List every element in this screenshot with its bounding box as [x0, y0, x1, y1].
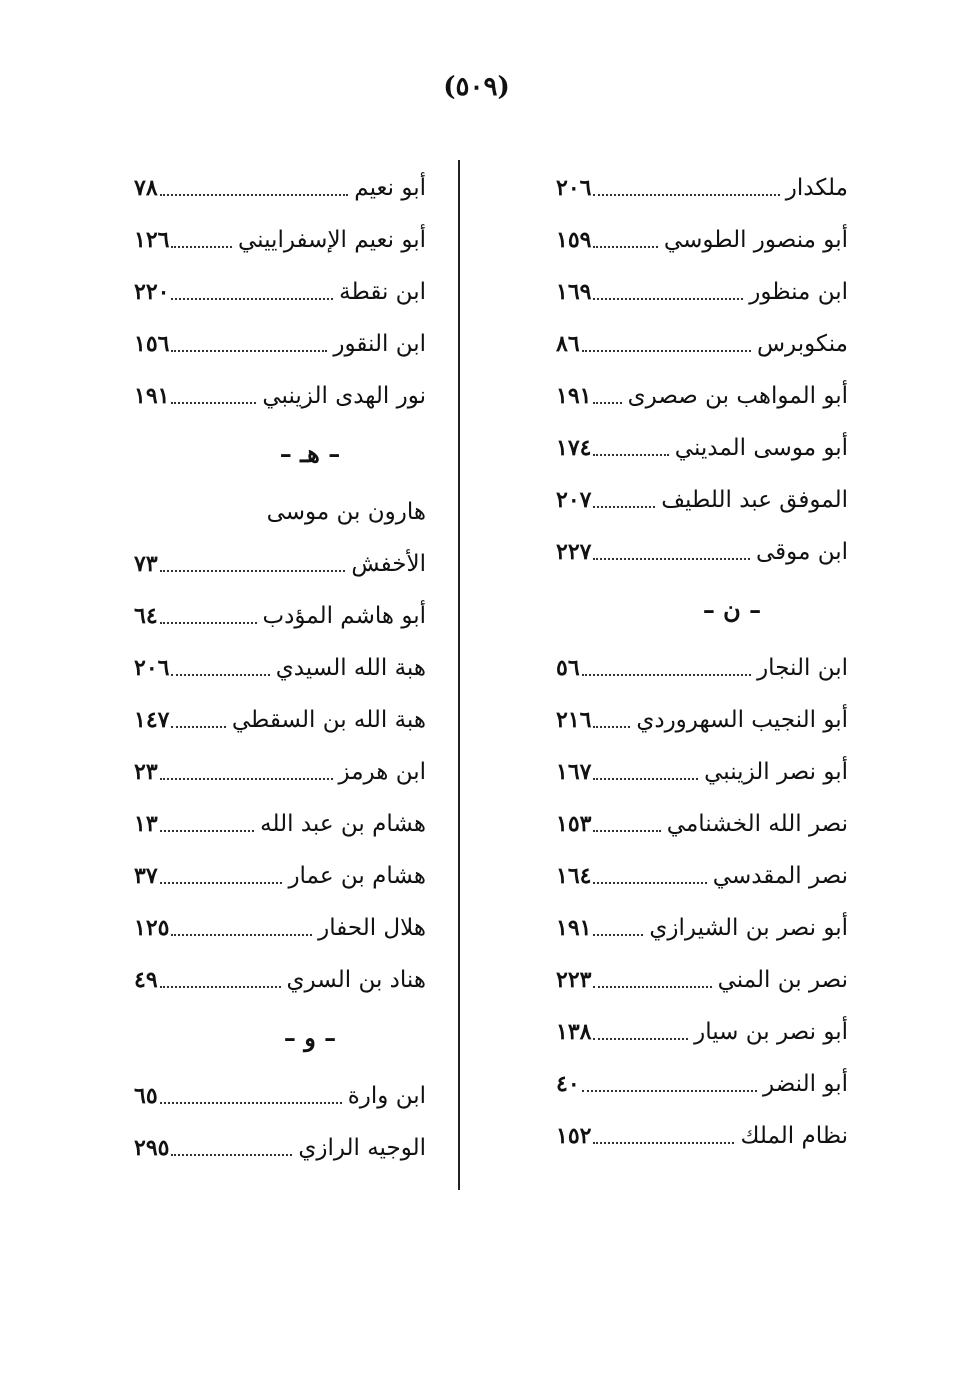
dot-leader: [160, 622, 257, 624]
index-entry: [134, 162, 426, 214]
entry-page-number: ١٩١: [134, 383, 170, 409]
entry-page-number: ٧٣: [134, 551, 158, 577]
index-entry: [556, 746, 848, 798]
entry-name: هلال الحفار: [318, 915, 426, 941]
dot-leader: [171, 402, 256, 404]
entry-name: أبو نعيم: [354, 175, 426, 201]
dot-leader: [593, 726, 630, 728]
dot-leader: [582, 674, 751, 676]
index-entry: [556, 526, 848, 578]
entry-name: هبة الله بن السقطي: [231, 707, 426, 733]
dot-leader: [593, 506, 655, 508]
dot-leader: [593, 194, 779, 196]
entry-page-number: ١٥٦: [134, 331, 170, 357]
entry-page-number: ١٢٦: [134, 227, 170, 253]
dot-leader: [593, 882, 706, 884]
entry-name: ملكدار: [785, 175, 848, 201]
entry-page-number: ١٣٨: [556, 1019, 592, 1045]
entry-page-number: ٤٩: [134, 967, 158, 993]
entry-page-number: ٢٠٦: [556, 175, 592, 201]
dot-leader: [593, 454, 668, 456]
index-entry: [134, 850, 426, 902]
entry-name: منكوبرس: [756, 331, 848, 357]
right-entries-b: [556, 642, 848, 1162]
entry-page-number: ٦٥: [134, 1083, 158, 1109]
entry-page-number: ٢١٦: [556, 707, 592, 733]
entry-page-number: ٥٦: [556, 655, 580, 681]
column-divider: [458, 160, 460, 1190]
dot-leader: [593, 986, 711, 988]
page-number: (٥٠٩): [443, 72, 510, 102]
index-entry: [134, 266, 426, 318]
index-entry: [556, 1058, 848, 1110]
entry-page-number: ٣٧: [134, 863, 158, 889]
section-heading-waw: – و –: [283, 1023, 337, 1052]
entry-name: هشام بن عبد الله: [260, 811, 426, 837]
dot-leader: [593, 830, 660, 832]
entry-name: هشام بن عمار: [288, 863, 426, 889]
index-entry: [134, 954, 426, 1006]
index-entry: [134, 902, 426, 954]
index-entry: [556, 954, 848, 1006]
entry-name: أبو النضر: [763, 1071, 848, 1097]
entry-name: هبة الله السيدي: [275, 655, 426, 681]
entry-name: ابن منظور: [749, 279, 848, 305]
dot-leader: [160, 194, 349, 196]
dot-leader: [593, 246, 657, 248]
entry-page-number: ٢٢٣: [556, 967, 592, 993]
index-entry: [556, 214, 848, 266]
index-entry: [134, 590, 426, 642]
entry-name: أبو نصر بن سيار: [694, 1019, 848, 1045]
left-entries-c: [134, 1070, 426, 1174]
dot-leader: [582, 350, 751, 352]
entry-name: ابن النقور: [333, 331, 426, 357]
entry-name: أبو نصر الزينبي: [704, 759, 848, 785]
entry-page-number: ١٩١: [556, 915, 592, 941]
index-entry: [134, 318, 426, 370]
entry-name: ابن نقطة: [339, 279, 426, 305]
dot-leader: [171, 934, 312, 936]
left-entries-a: [134, 162, 426, 422]
entry-name: نظام الملك: [740, 1123, 848, 1149]
right-column: [556, 162, 848, 1162]
dot-leader: [593, 298, 743, 300]
index-entry: [134, 1070, 426, 1122]
entry-page-number: ١٦٧: [556, 759, 592, 785]
index-entry: [556, 1110, 848, 1162]
dot-leader: [593, 778, 698, 780]
index-entry: [556, 318, 848, 370]
index-entry: [134, 746, 426, 798]
index-entry: [134, 538, 426, 590]
index-entry: [134, 642, 426, 694]
entry-name: الوجيه الرازي: [298, 1135, 426, 1161]
entry-page-number: ١٣: [134, 811, 158, 837]
index-entry: [556, 902, 848, 954]
entry-name: ابن موقى: [756, 539, 848, 565]
index-entry: [556, 850, 848, 902]
entry-page-number: ١٧٤: [556, 435, 592, 461]
entry-page-number: ١٩١: [556, 383, 592, 409]
entry-name: أبو نصر بن الشيرازي: [649, 915, 848, 941]
dot-leader: [160, 1102, 342, 1104]
index-entry: [556, 1006, 848, 1058]
entry-page-number: ٢٩٥: [134, 1135, 170, 1161]
dot-leader: [160, 830, 255, 832]
entry-page-number: ١٥٢: [556, 1123, 592, 1149]
entry-page-number: ٢٣: [134, 759, 158, 785]
index-entry: [134, 214, 426, 266]
dot-leader: [160, 882, 283, 884]
entry-name: هناد بن السري: [286, 967, 426, 993]
entry-name: أبو موسى المديني: [674, 435, 848, 461]
index-entry: [556, 266, 848, 318]
entry-name: ابن هرمز: [338, 759, 426, 785]
dot-leader: [171, 350, 327, 352]
index-entry: [556, 370, 848, 422]
index-entry: [556, 642, 848, 694]
entry-page-number: ٧٨: [134, 175, 158, 201]
entry-name: أبو منصور الطوسي: [663, 227, 848, 253]
dot-leader: [160, 570, 346, 572]
index-entry: [556, 162, 848, 214]
entry-name: أبو المواهب بن صصرى: [627, 383, 848, 409]
entry-page-number: ١٦٤: [556, 863, 592, 889]
entry-page-number: ١٤٧: [134, 707, 170, 733]
section-heading-nun: – ن –: [702, 595, 762, 624]
entry-page-number: ٨٦: [556, 331, 580, 357]
right-entries-a: [556, 162, 848, 578]
entry-page-number: ١٢٥: [134, 915, 170, 941]
entry-name: نصر بن المني: [717, 967, 848, 993]
dot-leader: [593, 1038, 688, 1040]
entry-name: نصر المقدسي: [712, 863, 848, 889]
index-entry: [556, 694, 848, 746]
section-heading-ha: – هـ –: [279, 439, 341, 468]
entry-name: أبو النجيب السهروردي: [636, 707, 848, 733]
left-column: [134, 162, 426, 1174]
entry-page-number: ١٥٩: [556, 227, 592, 253]
entry-page-number: ٤٠: [556, 1071, 580, 1097]
index-entry: [134, 694, 426, 746]
entry-name: نور الهدى الزينبي: [262, 383, 426, 409]
entry-page-number: ٢٢٧: [556, 539, 592, 565]
dot-leader: [593, 558, 750, 560]
entry-page-number: ٦٤: [134, 603, 158, 629]
entry-name: الأخفش: [351, 551, 426, 577]
dot-leader: [171, 726, 225, 728]
entry-name: ابن وارة: [347, 1083, 426, 1109]
dot-leader: [593, 934, 643, 936]
dot-leader: [160, 986, 281, 988]
entry-name: الموفق عبد اللطيف: [661, 487, 848, 513]
entry-page-number: ٢٠٧: [556, 487, 592, 513]
entry-page-number: ١٥٣: [556, 811, 592, 837]
dot-leader: [582, 1090, 757, 1092]
dot-leader: [171, 674, 269, 676]
index-entry-harun: [134, 486, 426, 538]
dot-leader: [160, 778, 333, 780]
entry-page-number: ١٦٩: [556, 279, 592, 305]
index-entry: [134, 370, 426, 422]
dot-leader: [171, 298, 333, 300]
dot-leader: [593, 1142, 734, 1144]
entry-name: ابن النجار: [757, 655, 848, 681]
index-entry: [134, 1122, 426, 1174]
entry-name: أبو نعيم الإسفراييني: [238, 227, 426, 253]
index-entry: [556, 422, 848, 474]
entry-name: نصر الله الخشنامي: [666, 811, 848, 837]
dot-leader: [171, 1154, 292, 1156]
entry-page-number: ٢٢٠: [134, 279, 170, 305]
index-entry: [556, 474, 848, 526]
entry-name: أبو هاشم المؤدب: [262, 603, 426, 629]
index-entry: [556, 798, 848, 850]
index-entry: [134, 798, 426, 850]
entry-page-number: ٢٠٦: [134, 655, 170, 681]
entry-name: هارون بن موسى: [266, 499, 426, 525]
left-entries-b: [134, 538, 426, 1006]
dot-leader: [593, 402, 621, 404]
dot-leader: [171, 246, 232, 248]
